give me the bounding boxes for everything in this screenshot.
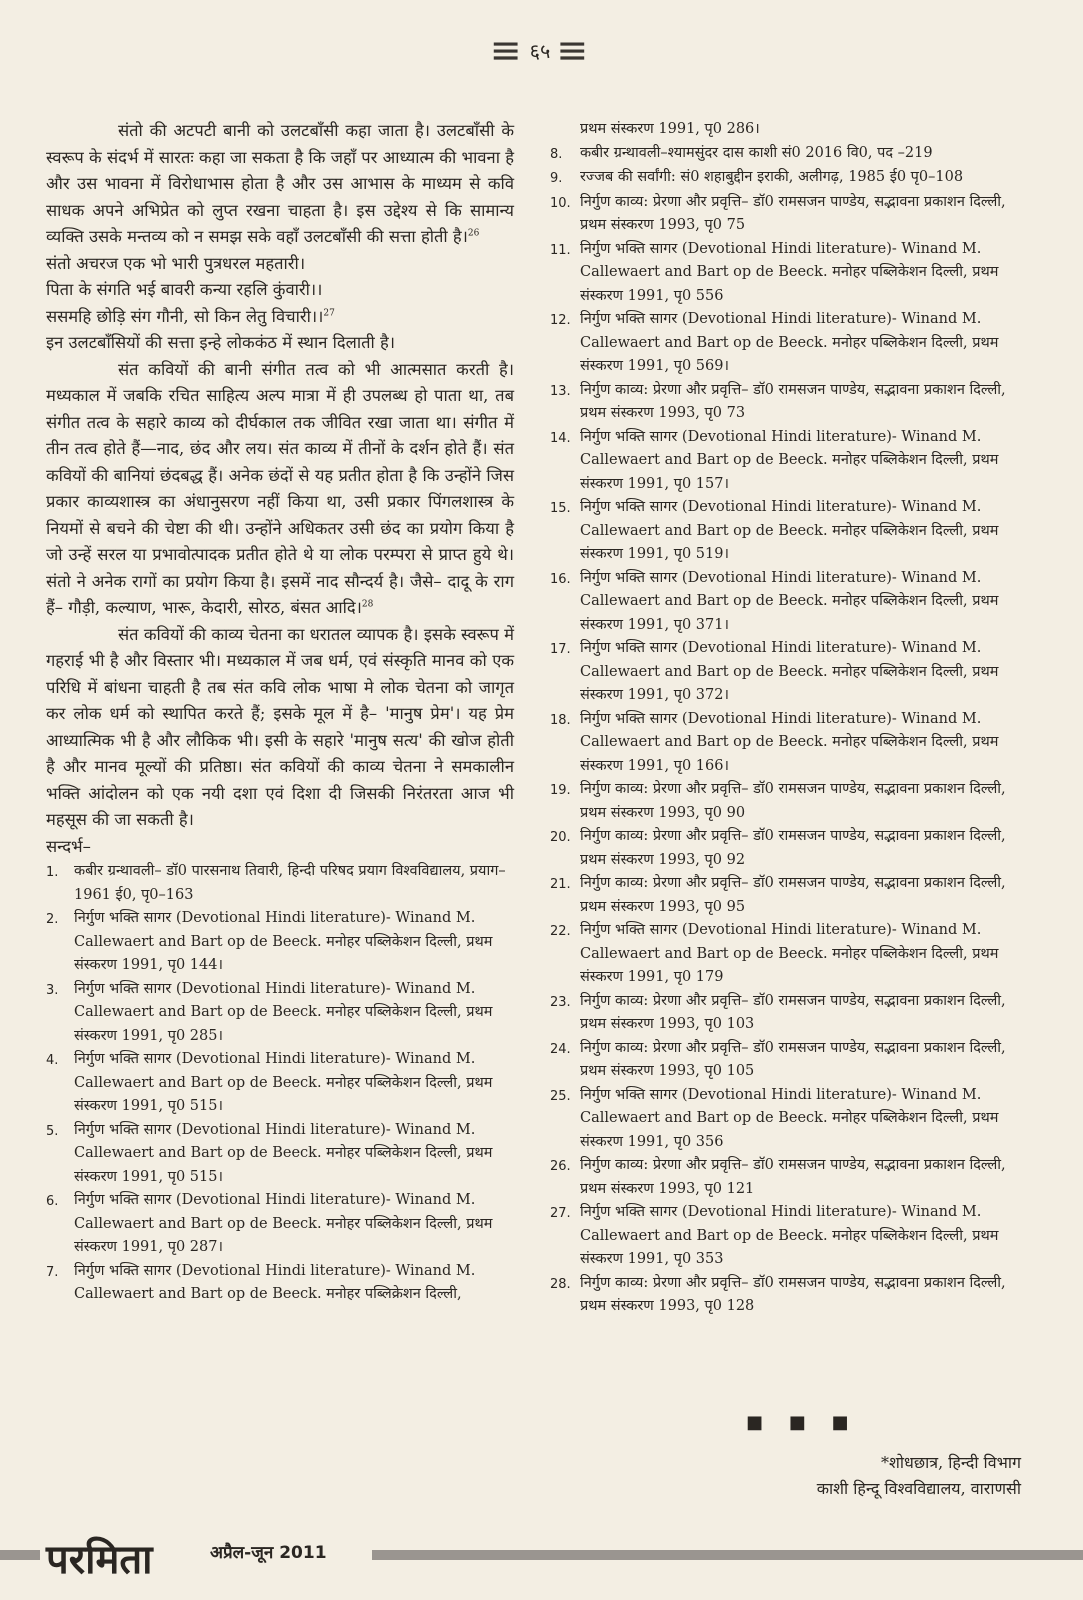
reference-item: 24. निर्गुण काव्य: प्रेरणा और प्रवृत्ति– डॉ0 रामसजन पाण्डेय, सद्भावना प्रकाशन दिल्ली, प्रथम संस्करण 1993, पृ0 105 — [550, 1039, 1006, 1080]
reference-item: 27. निर्गुण भक्ति सागर (Devotional Hindi literature)- Winand M. Callewaert and Bart op de Beeck. मनोहर पब्लिकेशन दिल्ली, प्रथम संस्करण 1991, पृ0 353 — [550, 1204, 999, 1268]
reference-item: 3. निर्गुण भक्ति सागर (Devotional Hindi literature)- Winand M. Callewaert and Bart op de Beeck. मनोहर पब्लिकेशन दिल्ली, प्रथम संस्करण 1991, पृ0 285। — [46, 980, 493, 1044]
reference-item: 22. निर्गुण भक्ति सागर (Devotional Hindi literature)- Winand M. Callewaert and Bart op de Beeck. मनोहर पब्लिकेशन दिल्ली, प्रथम संस्करण 1991, पृ0 179 — [550, 922, 999, 986]
verse-line: ससमहि छोड़ि संग गौनी, सो किन लेतु विचारी।।$^{27}$ — [46, 306, 335, 326]
section-end-ornament: ■ ■ ■ — [746, 1412, 859, 1433]
verse-followup: इन उलटबाँसियों की सत्ता इन्हे लोककंठ में स्थान दिलाती है। — [46, 333, 396, 352]
reference-item: 21. निर्गुण काव्य: प्रेरणा और प्रवृत्ति– डॉ0 रामसजन पाण्डेय, सद्भावना प्रकाशन दिल्ली, प्रथम संस्करण 1993, पृ0 95 — [550, 875, 1006, 915]
reference-item: 14. निर्गुण भक्ति सागर (Devotional Hindi literature)- Winand M. Callewaert and Bart op de Beeck. मनोहर पब्लिकेशन दिल्ली, प्रथम संस्करण 1991, पृ0 157। — [550, 428, 999, 492]
author-affiliation — [817, 1450, 1021, 1502]
reference-item: 2. निर्गुण भक्ति सागर (Devotional Hindi literature)- Winand M. Callewaert and Bart op de Beeck. मनोहर पब्लिकेशन दिल्ली, प्रथम संस्करण 1991, पृ0 144। — [46, 910, 493, 973]
paragraph-music: संत कवियों की बानी संगीत तत्व को भी आत्मसात करती है। मध्यकाल में जबकि रचित साहित्य अल्प मात्रा में ही उपलब्ध हो पाता था, तब संगीत तत्व के सहारे काव्य को दीर्घकाल तक जीवित रखा जाता था। संगीत में तीन तत्व होते हैं—नाद, छंद और लय। संत काव्य में तीनों के दर्शन होते हैं। संत कवियों की बानियां छंदबद्ध हैं। अनेक छंदों से यह प्रतीत होता है कि उन्होंने जिस प्रकार काव्यशास्त्र का अंधानुसरण नहीं किया था, उसी प्रकार पिंगलशास्त्र के नियमों से बचने की चेष्टा की थी। उन्होंने अधिकतर उसी छंद का प्रयोग किया है जो उन्हें सरल या प्रभावोत्पादक प्रतीत होते थे या लोक परम्परा से प्राप्त हुये थे। संतो ने अनेक रागों का प्रयोग किया है। इसमें नाद सौन्दर्य है। जैसे– दादू के राग हैं– गौड़ी, कल्याण, भारू, केदारी, सोरठ, बंसत आदि।$^{28}$ — [46, 359, 514, 617]
reference-continuation: प्रथम संस्करण 1991, पृ0 286। — [580, 121, 760, 137]
page-footer — [0, 1536, 1083, 1586]
reference-item: 13. निर्गुण काव्य: प्रेरणा और प्रवृत्ति– डॉ0 रामसजन पाण्डेय, सद्भावना प्रकाशन दिल्ली, प्रथम संस्करण 1993, पृ0 73 — [550, 381, 1006, 422]
right-column — [550, 118, 1020, 1319]
journal-name: परमिता — [46, 1537, 153, 1583]
left-ornament-glyph: ≡ — [489, 28, 524, 72]
reference-item: 19. निर्गुण काव्य: प्रेरणा और प्रवृत्ति– डॉ0 रामसजन पाण्डेय, सद्भावना प्रकाशन दिल्ली, प्रथम संस्करण 1993, पृ0 90 — [550, 781, 1006, 821]
issue-date: अप्रैल-जून 2011 — [210, 1543, 327, 1563]
reference-item: 16. निर्गुण भक्ति सागर (Devotional Hindi literature)- Winand M. Callewaert and Bart op de Beeck. मनोहर पब्लिकेशन दिल्ली, प्रथम संस्करण 1991, पृ0 371। — [550, 569, 999, 633]
footer-rule-left — [0, 1550, 40, 1560]
reference-item: 20. निर्गुण काव्य: प्रेरणा और प्रवृत्ति– डॉ0 रामसजन पाण्डेय, सद्भावना प्रकाशन दिल्ली, प्रथम संस्करण 1993, पृ0 92 — [550, 828, 1006, 868]
left-column — [46, 118, 514, 1307]
reference-item: 28. निर्गुण काव्य: प्रेरणा और प्रवृत्ति– डॉ0 रामसजन पाण्डेय, सद्भावना प्रकाशन दिल्ली, प्रथम संस्करण 1993, पृ0 128 — [550, 1274, 1006, 1315]
footer-rule-right — [372, 1550, 1083, 1560]
references-list-right — [550, 142, 1020, 1319]
references-heading: सन्दर्भ– — [46, 836, 91, 856]
page-number: ६५ — [529, 38, 551, 63]
reference-item: 6. निर्गुण भक्ति सागर (Devotional Hindi literature)- Winand M. Callewaert and Bart op de Beeck. मनोहर पब्लिकेशन दिल्ली, प्रथम संस्करण 1991, पृ0 287। — [46, 1192, 493, 1255]
verse-block — [46, 251, 514, 357]
reference-item: 25. निर्गुण भक्ति सागर (Devotional Hindi literature)- Winand M. Callewaert and Bart op de Beeck. मनोहर पब्लिकेशन दिल्ली, प्रथम संस्करण 1991, पृ0 356 — [550, 1086, 999, 1150]
reference-item: 9. रज्जब की सर्वांगी: सं0 शहाबुद्दीन इराकी, अलीगढ़, 1985 ई0 पृ0–108 — [550, 169, 964, 187]
right-ornament-glyph: ≡ — [556, 28, 591, 72]
reference-item: 17. निर्गुण भक्ति सागर (Devotional Hindi literature)- Winand M. Callewaert and Bart op de Beeck. मनोहर पब्लिकेशन दिल्ली, प्रथम संस्करण 1991, पृ0 372। — [550, 640, 999, 704]
reference-item: 12. निर्गुण भक्ति सागर (Devotional Hindi literature)- Winand M. Callewaert and Bart op de Beeck. मनोहर पब्लिकेशन दिल्ली, प्रथम संस्करण 1991, पृ0 569। — [550, 311, 999, 375]
footnote-marker: 26 — [467, 228, 480, 239]
page-number-header — [460, 20, 620, 80]
reference-item: 7. निर्गुण भक्ति सागर (Devotional Hindi literature)- Winand M. Callewaert and Bart op de Beeck. मनोहर पब्लिक्रेशन दिल्ली, — [46, 1262, 476, 1302]
paragraph-consciousness: संत कवियों की काव्य चेतना का धरातल व्यापक है। इसके स्वरूप में गहराई भी है और विस्तार भी। मध्यकाल में जब धर्म, एवं संस्कृति मानव को एक परिधि में बांधना चाहती है तब संत कवि लोक भाषा मे लोक चेतना को जागृत कर लोक धर्म को स्थापित करते हैं; इसके मूल में है– 'मानुष प्रेम'। यह प्रेम आध्यात्मिक भी है और लौकिक भी। इसी के सहारे 'मानुष सत्य' की खोज होती है और मानव मूल्यों की प्रतिष्ठा। संत कवियों की काव्य चेतना ने समकालीन भक्ति आंदोलन को एक नयी दशा एवं दिशा दी जिसकी निरंतरता आज भी महसूस की जा सकती है। — [46, 624, 514, 829]
author-department: *शोधछात्र, हिन्दी विभाग — [881, 1453, 1021, 1472]
verse-line: पिता के संगति भई बावरी कन्या रहलि कुंवारी।। — [46, 280, 323, 299]
reference-item: 1. कबीर ग्रन्थावली– डॉ0 पारसनाथ तिवारी, हिन्दी परिषद प्रयाग विश्वविद्यालय, प्रयाग– 1961 ई0, पृ0–163 — [46, 863, 506, 903]
reference-item: 5. निर्गुण भक्ति सागर (Devotional Hindi literature)- Winand M. Callewaert and Bart op de Beeck. मनोहर पब्लिकेशन दिल्ली, प्रथम संस्करण 1991, पृ0 515। — [46, 1121, 493, 1185]
paragraph-ulatbansi: संतो की अटपटी बानी को उलटबाँसी कहा जाता है। उलटबाँसी के स्वरूप के संदर्भ में सारतः कहा जा सकता है कि जहाँ पर आध्यात्म की भावना है और उस भावना में विरोधाभास होता है और उस आभास के माध्यम से कवि साधक अपने अभिप्रेत को लुप्त रखना चाहता है। इस उद्देश्य से कि सामान्य व्यक्ति उसके मन्तव्य को न समझ सके वहाँ उलटबाँसी की सत्ता होती है।$^{26}$ — [46, 121, 514, 246]
references-list-left — [46, 860, 514, 1307]
reference-item: 18. निर्गुण भक्ति सागर (Devotional Hindi literature)- Winand M. Callewaert and Bart op de Beeck. मनोहर पब्लिकेशन दिल्ली, प्रथम संस्करण 1991, पृ0 166। — [550, 710, 999, 774]
reference-item: 26. निर्गुण काव्य: प्रेरणा और प्रवृत्ति– डॉ0 रामसजन पाण्डेय, सद्भावना प्रकाशन दिल्ली, प्रथम संस्करण 1993, पृ0 121 — [550, 1157, 1006, 1197]
reference-item: 11. निर्गुण भक्ति सागर (Devotional Hindi literature)- Winand M. Callewaert and Bart op de Beeck. मनोहर पब्लिकेशन दिल्ली, प्रथम संस्करण 1991, पृ0 556 — [550, 240, 999, 304]
author-university: काशी हिन्दू विश्वविद्यालय, वाराणसी — [816, 1479, 1021, 1498]
reference-item: 4. निर्गुण भक्ति सागर (Devotional Hindi literature)- Winand M. Callewaert and Bart op de Beeck. मनोहर पब्लिकेशन दिल्ली, प्रथम संस्करण 1991, पृ0 515। — [46, 1051, 493, 1114]
reference-item: 15. निर्गुण भक्ति सागर (Devotional Hindi literature)- Winand M. Callewaert and Bart op de Beeck. मनोहर पब्लिकेशन दिल्ली, प्रथम संस्करण 1991, पृ0 519। — [550, 499, 999, 563]
footnote-marker: 27 — [323, 308, 335, 318]
reference-item: 23. निर्गुण काव्य: प्रेरणा और प्रवृत्ति– डॉ0 रामसजन पाण्डेय, सद्भावना प्रकाशन दिल्ली, प्रथम संस्करण 1993, पृ0 103 — [550, 992, 1006, 1033]
footnote-marker: 28 — [361, 599, 374, 610]
reference-item: 10. निर्गुण काव्य: प्रेरणा और प्रवृत्ति– डॉ0 रामसजन पाण्डेय, सद्भावना प्रकाशन दिल्ली, प्रथम संस्करण 1993, पृ0 75 — [550, 193, 1006, 234]
reference-item: 8. कबीर ग्रन्थावली–श्यामसुंदर दास काशी सं0 2016 वि0, पद –219 — [550, 144, 933, 162]
verse-line: संतो अचरज एक भो भारी पुत्रधरल महतारी। — [46, 253, 306, 273]
